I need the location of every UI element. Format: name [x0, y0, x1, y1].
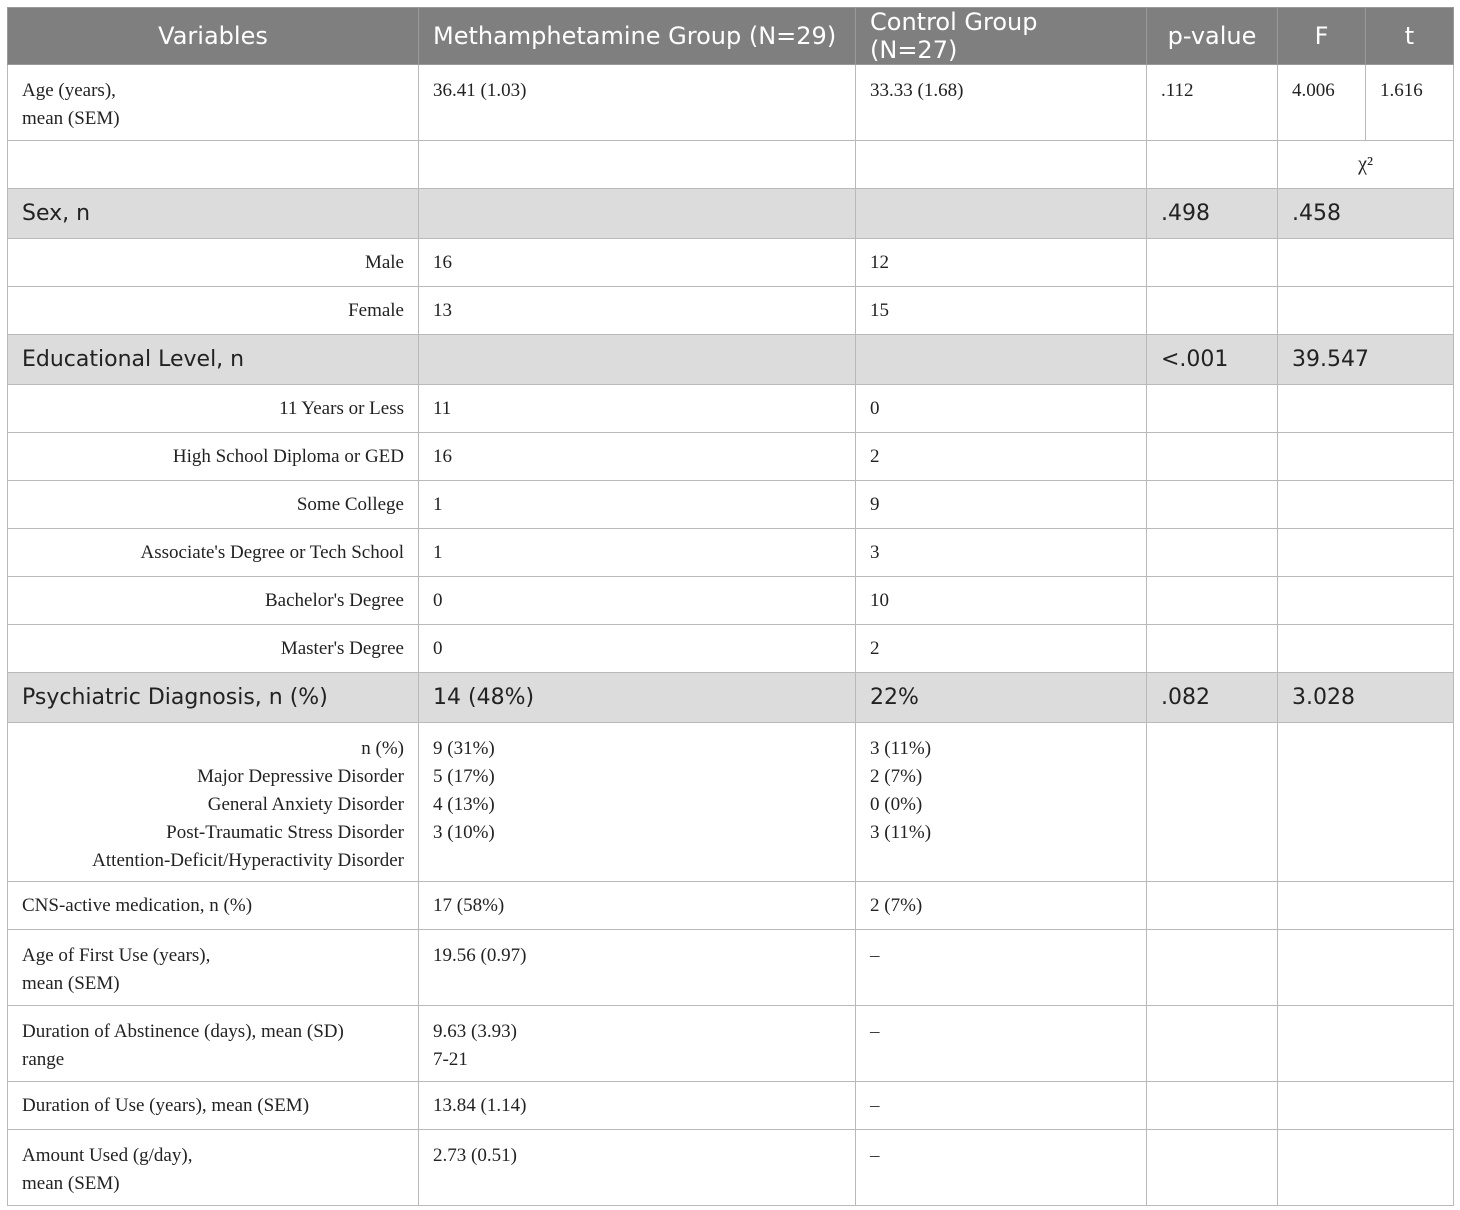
header-row	[8, 8, 1454, 65]
abstinence-row	[8, 1006, 1454, 1082]
sex-male-meth: 16	[419, 239, 856, 287]
sub-control-value: 3 (11%)	[870, 822, 932, 843]
education-meth-empty	[419, 335, 856, 385]
education-row-control: 9	[856, 481, 1147, 529]
header-variables: Variables	[8, 8, 419, 65]
empty-cell	[1278, 723, 1454, 882]
sex-female-label: Female	[8, 287, 419, 335]
first-use-control: –	[856, 930, 1147, 1006]
empty-cell	[1278, 1006, 1454, 1082]
abstinence-meth	[419, 1006, 856, 1082]
psychiatric-p: .082	[1147, 673, 1278, 723]
sex-stat: .458	[1278, 189, 1454, 239]
abstinence-meth-line1: 9.63 (3.93)	[433, 1021, 517, 1042]
empty-cell	[1147, 385, 1278, 433]
empty-cell	[1278, 1130, 1454, 1206]
abstinence-control: –	[856, 1006, 1147, 1082]
header-p-value: p-value	[1147, 8, 1278, 65]
empty-cell	[1147, 723, 1278, 882]
age-label	[8, 65, 419, 141]
sex-male-label: Male	[8, 239, 419, 287]
sub-label: General Anxiety Disorder	[207, 794, 404, 815]
chi-empty-1	[8, 141, 419, 189]
education-row-control: 3	[856, 529, 1147, 577]
sex-label: Sex, n	[8, 189, 419, 239]
sub-meth-value: 3 (10%)	[433, 822, 495, 843]
empty-cell	[1147, 625, 1278, 673]
first-use-label	[8, 930, 419, 1006]
sub-label: Post-Traumatic Stress Disorder	[166, 822, 404, 843]
chi-square-label: χ²	[1278, 141, 1454, 189]
empty-cell	[1278, 625, 1454, 673]
psychiatric-sub-control	[856, 723, 1147, 882]
education-row-label: Master's Degree	[8, 625, 419, 673]
table-row	[8, 577, 1454, 625]
first-use-label-line2: mean (SEM)	[22, 973, 120, 994]
duration-use-meth: 13.84 (1.14)	[419, 1082, 856, 1130]
sex-section-row	[8, 189, 1454, 239]
first-use-row	[8, 930, 1454, 1006]
header-meth-group: Methamphetamine Group (N=29)	[419, 8, 856, 65]
table-row	[8, 625, 1454, 673]
amount-row	[8, 1130, 1454, 1206]
empty-cell	[1147, 239, 1278, 287]
education-section-row	[8, 335, 1454, 385]
empty-cell	[1278, 239, 1454, 287]
psychiatric-section-row	[8, 673, 1454, 723]
sub-label: Major Depressive Disorder	[197, 766, 404, 787]
empty-cell	[1147, 287, 1278, 335]
header-t: t	[1366, 8, 1454, 65]
sub-label: Attention-Deficit/Hyperactivity Disorder	[92, 850, 404, 871]
education-row-label: Associate's Degree or Tech School	[8, 529, 419, 577]
empty-cell	[1278, 287, 1454, 335]
age-f: 4.006	[1278, 65, 1366, 141]
empty-cell	[1278, 433, 1454, 481]
education-row-meth: 16	[419, 433, 856, 481]
psychiatric-detail-row	[8, 723, 1454, 882]
empty-cell	[1278, 481, 1454, 529]
empty-cell	[1147, 1006, 1278, 1082]
education-row-label: High School Diploma or GED	[8, 433, 419, 481]
cns-meth: 17 (58%)	[419, 882, 856, 930]
sub-control-value: 0 (0%)	[870, 794, 923, 815]
sex-meth-empty	[419, 189, 856, 239]
chi-label-row	[8, 141, 1454, 189]
age-meth: 36.41 (1.03)	[419, 65, 856, 141]
psychiatric-sub-meth	[419, 723, 856, 882]
psychiatric-meth: 14 (48%)	[419, 673, 856, 723]
sub-meth-value: 4 (13%)	[433, 794, 495, 815]
empty-cell	[1147, 529, 1278, 577]
education-row-control: 2	[856, 625, 1147, 673]
sex-p: .498	[1147, 189, 1278, 239]
empty-cell	[1147, 882, 1278, 930]
age-t: 1.616	[1366, 65, 1454, 141]
table-row	[8, 385, 1454, 433]
education-control-empty	[856, 335, 1147, 385]
education-row-meth: 0	[419, 625, 856, 673]
first-use-meth: 19.56 (0.97)	[419, 930, 856, 1006]
sex-female-meth: 13	[419, 287, 856, 335]
education-row-meth: 1	[419, 529, 856, 577]
duration-use-row	[8, 1082, 1454, 1130]
empty-cell	[1278, 385, 1454, 433]
table-row	[8, 481, 1454, 529]
abstinence-meth-line2: 7-21	[433, 1049, 468, 1070]
demographics-table	[7, 7, 1454, 1206]
chi-empty-2	[419, 141, 856, 189]
amount-label	[8, 1130, 419, 1206]
education-row-meth: 0	[419, 577, 856, 625]
education-row-meth: 11	[419, 385, 856, 433]
empty-cell	[1147, 930, 1278, 1006]
sex-male-control: 12	[856, 239, 1147, 287]
sex-control-empty	[856, 189, 1147, 239]
chi-empty-4	[1147, 141, 1278, 189]
abstinence-label-line1: Duration of Abstinence (days), mean (SD)	[22, 1021, 344, 1042]
abstinence-label-line2: range	[22, 1049, 65, 1070]
sub-label: n (%)	[361, 738, 404, 759]
sub-meth-value: 9 (31%)	[433, 738, 495, 759]
empty-cell	[1147, 481, 1278, 529]
table-row	[8, 239, 1454, 287]
education-label: Educational Level, n	[8, 335, 419, 385]
age-row	[8, 65, 1454, 141]
psychiatric-sub-labels	[8, 723, 419, 882]
empty-cell	[1147, 577, 1278, 625]
table-row	[8, 287, 1454, 335]
header-f: F	[1278, 8, 1366, 65]
chi-empty-3	[856, 141, 1147, 189]
cns-row	[8, 882, 1454, 930]
cns-label: CNS-active medication, n (%)	[8, 882, 419, 930]
education-row-control: 0	[856, 385, 1147, 433]
education-row-control: 2	[856, 433, 1147, 481]
duration-use-control: –	[856, 1082, 1147, 1130]
empty-cell	[1278, 1082, 1454, 1130]
age-label-line1: Age (years),	[22, 80, 116, 101]
psychiatric-control: 22%	[856, 673, 1147, 723]
age-control: 33.33 (1.68)	[856, 65, 1147, 141]
empty-cell	[1147, 1082, 1278, 1130]
empty-cell	[1147, 1130, 1278, 1206]
amount-control: –	[856, 1130, 1147, 1206]
sub-meth-value: 5 (17%)	[433, 766, 495, 787]
empty-cell	[1278, 930, 1454, 1006]
education-stat: 39.547	[1278, 335, 1454, 385]
education-row-meth: 1	[419, 481, 856, 529]
education-p: <.001	[1147, 335, 1278, 385]
first-use-label-line1: Age of First Use (years),	[22, 945, 211, 966]
education-row-control: 10	[856, 577, 1147, 625]
education-row-label: Some College	[8, 481, 419, 529]
empty-cell	[1147, 433, 1278, 481]
sex-female-control: 15	[856, 287, 1147, 335]
education-row-label: 11 Years or Less	[8, 385, 419, 433]
amount-meth: 2.73 (0.51)	[419, 1130, 856, 1206]
table-row	[8, 433, 1454, 481]
duration-use-label: Duration of Use (years), mean (SEM)	[8, 1082, 419, 1130]
empty-cell	[1278, 882, 1454, 930]
empty-cell	[1278, 577, 1454, 625]
sub-control-value: 3 (11%)	[870, 738, 932, 759]
education-row-label: Bachelor's Degree	[8, 577, 419, 625]
amount-label-line1: Amount Used (g/day),	[22, 1145, 193, 1166]
age-p: .112	[1147, 65, 1278, 141]
cns-control: 2 (7%)	[856, 882, 1147, 930]
psychiatric-stat: 3.028	[1278, 673, 1454, 723]
sub-control-value: 2 (7%)	[870, 766, 923, 787]
psychiatric-label: Psychiatric Diagnosis, n (%)	[8, 673, 419, 723]
empty-cell	[1278, 529, 1454, 577]
table-row	[8, 529, 1454, 577]
abstinence-label	[8, 1006, 419, 1082]
amount-label-line2: mean (SEM)	[22, 1173, 120, 1194]
header-control-group: Control Group (N=27)	[856, 8, 1147, 65]
age-label-line2: mean (SEM)	[22, 108, 120, 129]
